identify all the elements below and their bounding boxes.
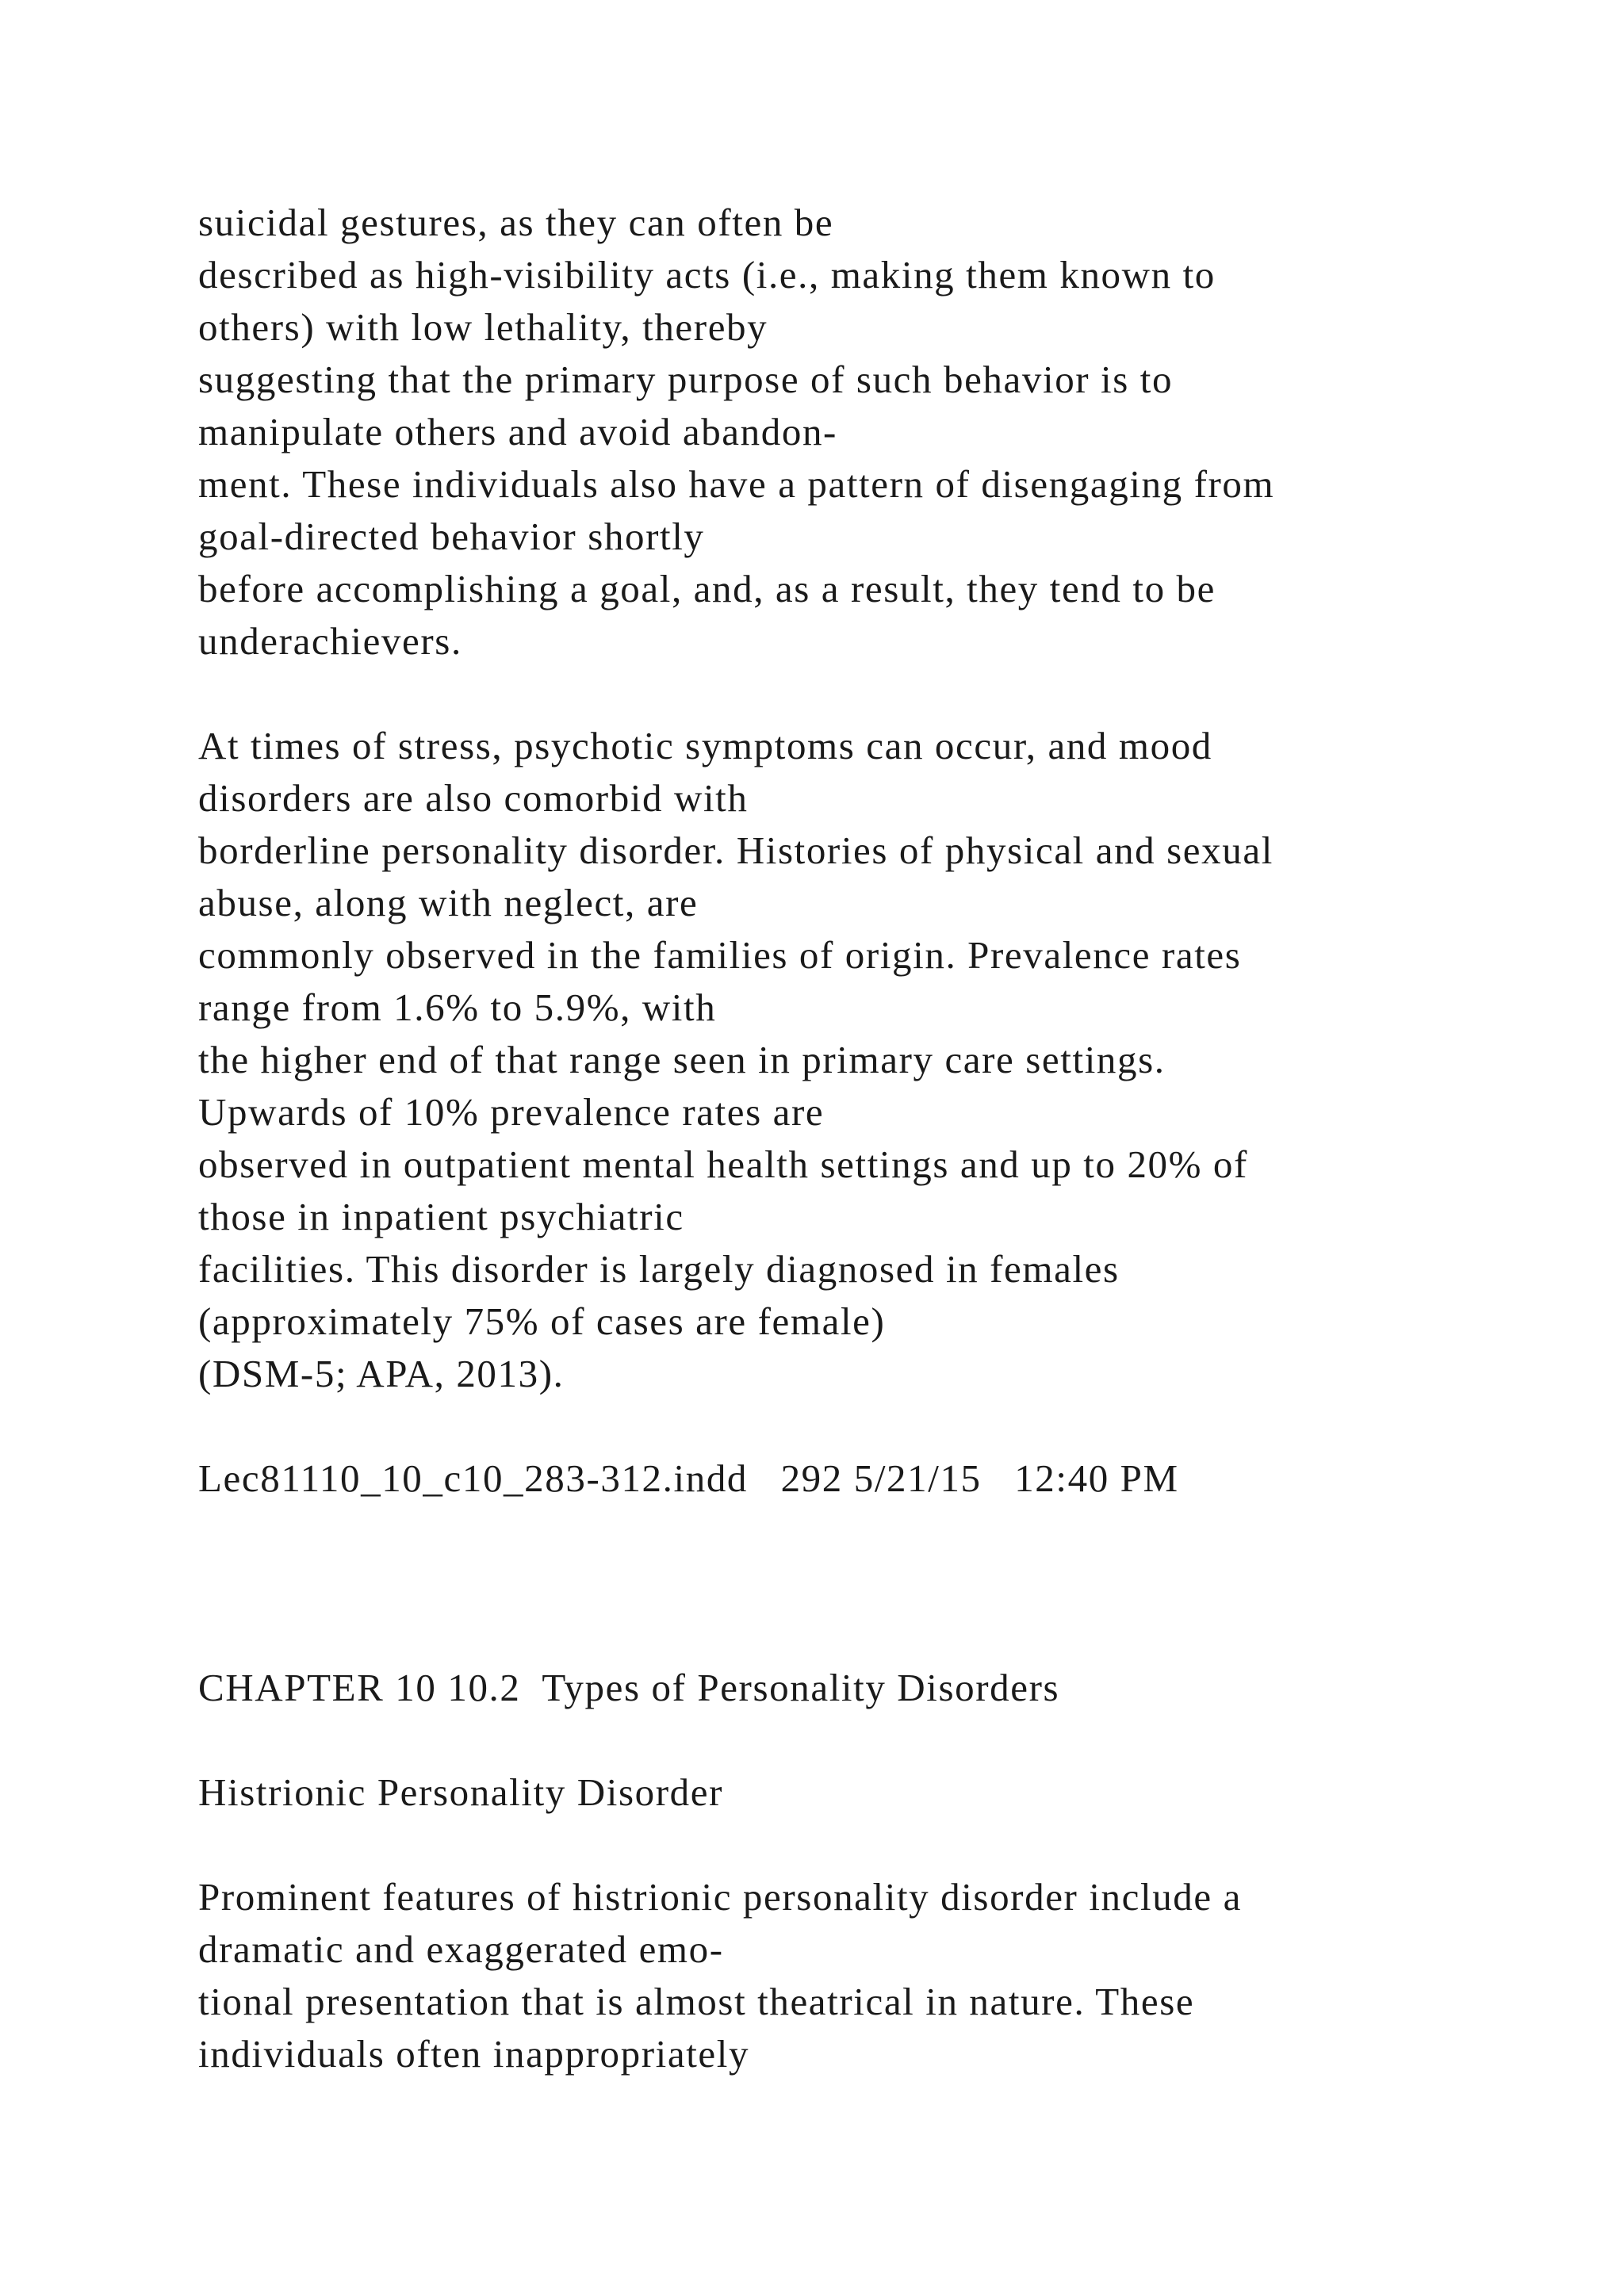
text-line: (approximately 75% of cases are female) — [198, 1299, 886, 1343]
text-line: borderline personality disorder. Histories of physical and sexual — [198, 828, 1274, 872]
text-line: described as high-visibility acts (i.e., making them known to — [198, 253, 1216, 297]
text-line: tional presentation that is almost theatrical in nature. These — [198, 1980, 1195, 2023]
text-line: suicidal gestures, as they can often be — [198, 201, 834, 244]
text-line: observed in outpatient mental health settings and up to 20% of — [198, 1142, 1248, 1186]
text-line: abuse, along with neglect, are — [198, 881, 699, 924]
paragraph-prevalence — [198, 720, 1546, 1400]
text-line: others) with low lethality, thereby — [198, 305, 768, 349]
text-line: manipulate others and avoid abandon- — [198, 410, 837, 453]
page-break-gap — [198, 1505, 1546, 1662]
text-line: At times of stress, psychotic symptoms can occur, and mood — [198, 724, 1212, 767]
text-line: individuals often inappropriately — [198, 2032, 750, 2076]
paragraph-gap — [198, 668, 1546, 720]
text-line: commonly observed in the families of origin. Prevalence rates — [198, 933, 1242, 977]
paragraph-gap — [198, 1819, 1546, 1871]
text-line: before accomplishing a goal, and, as a result, they tend to be — [198, 567, 1216, 610]
text-line: facilities. This disorder is largely diagnosed in females — [198, 1247, 1120, 1291]
text-line: underachievers. — [198, 619, 462, 663]
text-line: goal-directed behavior shortly — [198, 515, 705, 558]
text-line: (DSM-5; APA, 2013). — [198, 1352, 565, 1395]
text-line: ment. These individuals also have a pattern of disengaging from — [198, 462, 1275, 506]
text-line: the higher end of that range seen in primary care settings. — [198, 1038, 1166, 1081]
text-line: dramatic and exaggerated emo- — [198, 1927, 724, 1971]
text-line: those in inpatient psychiatric — [198, 1195, 684, 1238]
text-line: range from 1.6% to 5.9%, with — [198, 985, 717, 1029]
text-line: Prominent features of histrionic personality disorder include a — [198, 1875, 1242, 1919]
section-heading: Histrionic Personality Disorder — [198, 1770, 724, 1814]
text-line: disorders are also comorbid with — [198, 776, 749, 820]
text-line: suggesting that the primary purpose of such behavior is to — [198, 358, 1174, 401]
document-page — [198, 197, 1546, 2080]
paragraph-borderline-behavior — [198, 197, 1546, 668]
file-footer: Lec81110_10_c10_283-312.indd 292 5/21/15 12:40 PM — [198, 1456, 1179, 1500]
text-line: Upwards of 10% prevalence rates are — [198, 1090, 825, 1134]
paragraph-gap — [198, 1400, 1546, 1452]
paragraph-histrionic — [198, 1871, 1546, 2080]
chapter-header: CHAPTER 10 10.2 Types of Personality Disorders — [198, 1666, 1060, 1709]
paragraph-gap — [198, 1714, 1546, 1766]
